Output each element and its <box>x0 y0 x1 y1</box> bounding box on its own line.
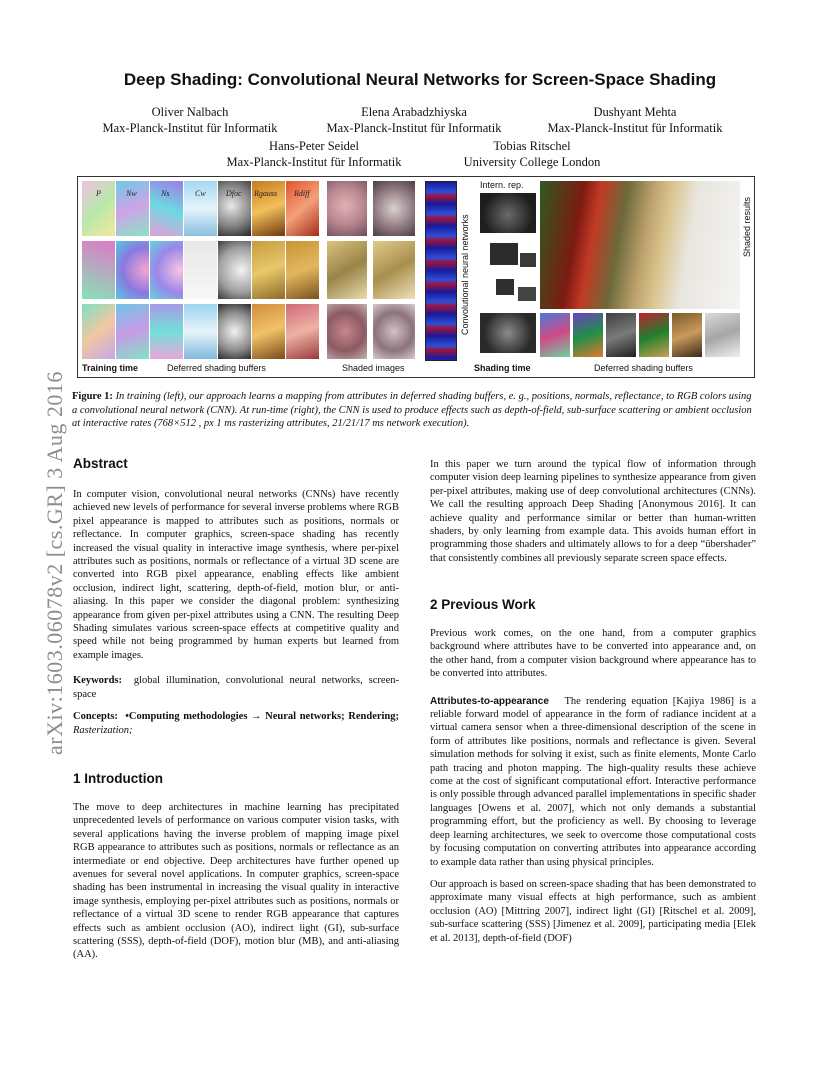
buffer-normal-world-tile <box>116 241 149 299</box>
author-affiliation: Max-Planck-Institut für Informatik <box>326 121 502 135</box>
intro-heading: 1 Introduction <box>73 771 163 786</box>
buffer-diffuse-tile <box>286 241 319 299</box>
shaded-image-tile <box>373 181 415 236</box>
abstract-section <box>73 488 399 746</box>
buffer-tag: P <box>96 189 101 198</box>
previous-work-section <box>430 627 756 954</box>
previous-work-text: Previous work comes, on the one hand, from a computer graphics background where attributes have to be converted into appearance and, on the other hand, from a computer vision background where appearance has to be converted into attributes. <box>430 628 756 680</box>
buffer-normal-screen-tile <box>150 304 183 359</box>
buffer-depth-tile <box>218 241 251 299</box>
cnn-label: Convolutional neural networks <box>460 214 470 335</box>
arxiv-id: arXiv:1603.06078v2 [cs.GR] 3 Aug 2016 <box>42 371 67 755</box>
deferred-buffer-thumb <box>606 313 636 357</box>
buffer-position-tile <box>82 241 115 299</box>
author-3 <box>538 104 732 136</box>
screen-space-paragraph: Our approach is based on screen-space shading that has been demonstrated to approximate many visual effects at high performance, such as ambient occlusion (AO) [Mittring 2007], indirect light (GI) [Ritschel et al. 2009], sub-surface scattering (SSS) [Jimenez et al. 2009], participating media [Elek et al. 2013], depth-of-field (DOF) <box>430 878 756 944</box>
concepts: Concepts: •Computing methodologies → Neural networks; Rendering; Rasterization; <box>73 711 400 736</box>
deferred-buffer-thumb <box>573 313 603 357</box>
deferred-buffers-right-label: Deferred shading buffers <box>594 363 693 373</box>
author-name: Elena Arabadzhiyska <box>361 105 467 119</box>
deferred-buffer-thumb <box>705 313 740 357</box>
intro-text: The move to deep architectures in machine learning has precipitated unprecedented levels of performance on various computer vision tasks, with several applications having the inverse problem of mapping image pixel RGB appearance to attributes such as positions, normals or reflectance as an intermediate or end objective. Deep architectures have further opened up avenues for several novel applications. In computer graphics, screen-space shading has been instrumental in increasing the visual quality in interactive image synthesis, employing per-pixel attributes such as positions, normals or reflectance of a virtual 3D scene to render RGB appearance that captures effects such as ambient occlusion (AO), indirect light (GI), sub-surface scattering (SSS), depth-of-field (DOF), motion blur (MB), and anti-aliasing (AA). <box>73 802 399 961</box>
abstract-text: In computer vision, convolutional neural networks (CNNs) have recently achieved new levels of performance for several inverse problems where RGB pixel appearance is mapped to attributes such as positions, normals or reflectance. In computer graphics, screen-space shading has recently increased the visual quality in interactive image synthesis, where per-pixel attributes such as positions, normals or reflectance of a virtual 3D scene are converted into RGB pixel appearance, enabling effects like ambient occlusion, indirect light, scattering, depth-of-field, motion blur, or anti-aliasing. In this paper we consider the diagonal problem: synthesizing appearance from given per-pixel attributes using a CNN. The resulting Deep Shading simulates various screen-space effects at competitive quality and speed while not being programmed by human experts but learned from example images. <box>73 489 399 661</box>
buffer-color-tile <box>184 241 217 299</box>
intern-rep-tile <box>496 279 514 295</box>
deferred-buffer-thumb <box>540 313 570 357</box>
cnn-feature-maps <box>425 181 457 361</box>
training-time-label: Training time <box>82 363 139 373</box>
buffer-roughness-tile <box>252 241 285 299</box>
buffer-normal-screen-tile <box>150 241 183 299</box>
shaded-results-label: Shaded results <box>742 196 752 257</box>
author-affiliation: Max-Planck-Institut für Informatik <box>102 121 278 135</box>
buffer-diffuse-tile <box>286 304 319 359</box>
deferred-buffer-thumb <box>639 313 669 357</box>
buffer-tag: Rdiff <box>294 189 310 198</box>
author-name: Hans-Peter Seidel <box>269 139 359 153</box>
intro-continued-text: In this paper we turn around the typical flow of information through computer vision deep learning pipelines to synthesize appearance from given per-pixel attributes, making use of deep convolutional architectures (CNNs). We call the resulting approach Deep Shading [Anonymous 2016]. It can achieve quality and performance similar or better than human-written shaders, by only learning from example data. This avoids human effort in programming those shaders and ultimately allows to for a deep “übershader” that consistently combines all previously separate screen space effects. <box>430 459 756 564</box>
teaser-figure <box>77 176 755 378</box>
arxiv-stamp <box>8 285 67 755</box>
author-name: Tobias Ritschel <box>493 139 571 153</box>
buffer-tag: Rgauss <box>254 189 278 198</box>
shaded-image-tile <box>373 241 415 299</box>
right-col-intro <box>430 458 756 574</box>
shaded-result-image <box>540 181 740 309</box>
attributes-to-appearance-paragraph: Attributes-to-appearance The rendering equation [Kajiya 1986] is a reliable forward model of appearance in the form of radiance incident at a virtual camera sensor when a three-dimensional description of the scene in form of attributes like positions, normals and reflectance is given. Several simulation methods for solving it exist, such as finite elements, Monte Carlo path tracing and photon mapping. The high-quality results these achieve come at the cost of significant computational effort. Interactive performance is only possible through advanced parallel implementations in specific shader languages [Owens et al. 2007], which not only demands a substantial programming effort, but the proficiency as well. By choosing to leverage deep learning architectures, we seek to overcome those computational costs by focusing computation on converting attributes into appearance according to example data rather than using physical principles. <box>430 695 756 868</box>
shaded-image-tile <box>373 304 415 359</box>
intro-section <box>73 801 399 971</box>
figure-caption-label: Figure 1: <box>72 391 113 402</box>
buffer-normal-world-tile <box>116 304 149 359</box>
intern-rep-tile <box>480 193 536 233</box>
author-affiliation: University College London <box>463 155 601 169</box>
author-name: Oliver Nalbach <box>151 105 229 119</box>
buffer-position-tile <box>82 304 115 359</box>
paper-title: Deep Shading: Convolutional Neural Networks for Screen-Space Shading <box>123 70 717 89</box>
figure-caption-text: In training (left), our approach learns a mapping from attributes in deferred shading buffers, e. g., positions, normals, reflectance, to RGB colors using a convolutional neural network (CNN). At run-time (right), the CNN is used to produce effects such as depth-of-field, sub-surface scattering or ambient occlusion at interactive rates (768×512 , px 1 ms rasterizing attributes, 21/21/17 ms network execution). <box>72 391 752 429</box>
shaded-images-label: Shaded images <box>342 363 405 373</box>
author-affiliation: Max-Planck-Institut für Informatik <box>547 121 723 135</box>
abstract-heading: Abstract <box>73 456 128 471</box>
buffer-roughness-tile <box>252 304 285 359</box>
intern-rep-tile <box>518 287 536 301</box>
buffer-tag: Dfoc <box>226 189 242 198</box>
buffer-color-tile <box>184 304 217 359</box>
author-name: Dushyant Mehta <box>593 105 677 119</box>
previous-work-heading: 2 Previous Work <box>430 597 536 612</box>
deferred-buffers-left-label: Deferred shading buffers <box>167 363 266 373</box>
author-5 <box>452 138 612 170</box>
shaded-image-tile <box>327 181 367 236</box>
shading-time-label: Shading time <box>474 363 531 373</box>
deferred-buffer-thumb <box>672 313 702 357</box>
buffer-depth-tile <box>218 304 251 359</box>
buffer-tag: Cw <box>195 189 206 198</box>
intern-rep-label: Intern. rep. <box>480 180 524 190</box>
intern-rep-tile <box>490 243 518 265</box>
buffer-tag: Nw <box>126 189 137 198</box>
figure-caption <box>72 390 758 431</box>
shaded-image-tile <box>327 304 367 359</box>
shaded-image-tile <box>327 241 367 299</box>
author-1 <box>95 104 285 136</box>
intern-rep-tile <box>520 253 536 267</box>
author-2 <box>317 104 511 136</box>
intern-rep-tile <box>480 313 536 353</box>
keywords: Keywords: global illumination, convolutional neural networks, screen-space <box>73 675 399 700</box>
author-affiliation: Max-Planck-Institut für Informatik <box>226 155 402 169</box>
buffer-tag: Ns <box>161 189 170 198</box>
author-4 <box>217 138 411 170</box>
